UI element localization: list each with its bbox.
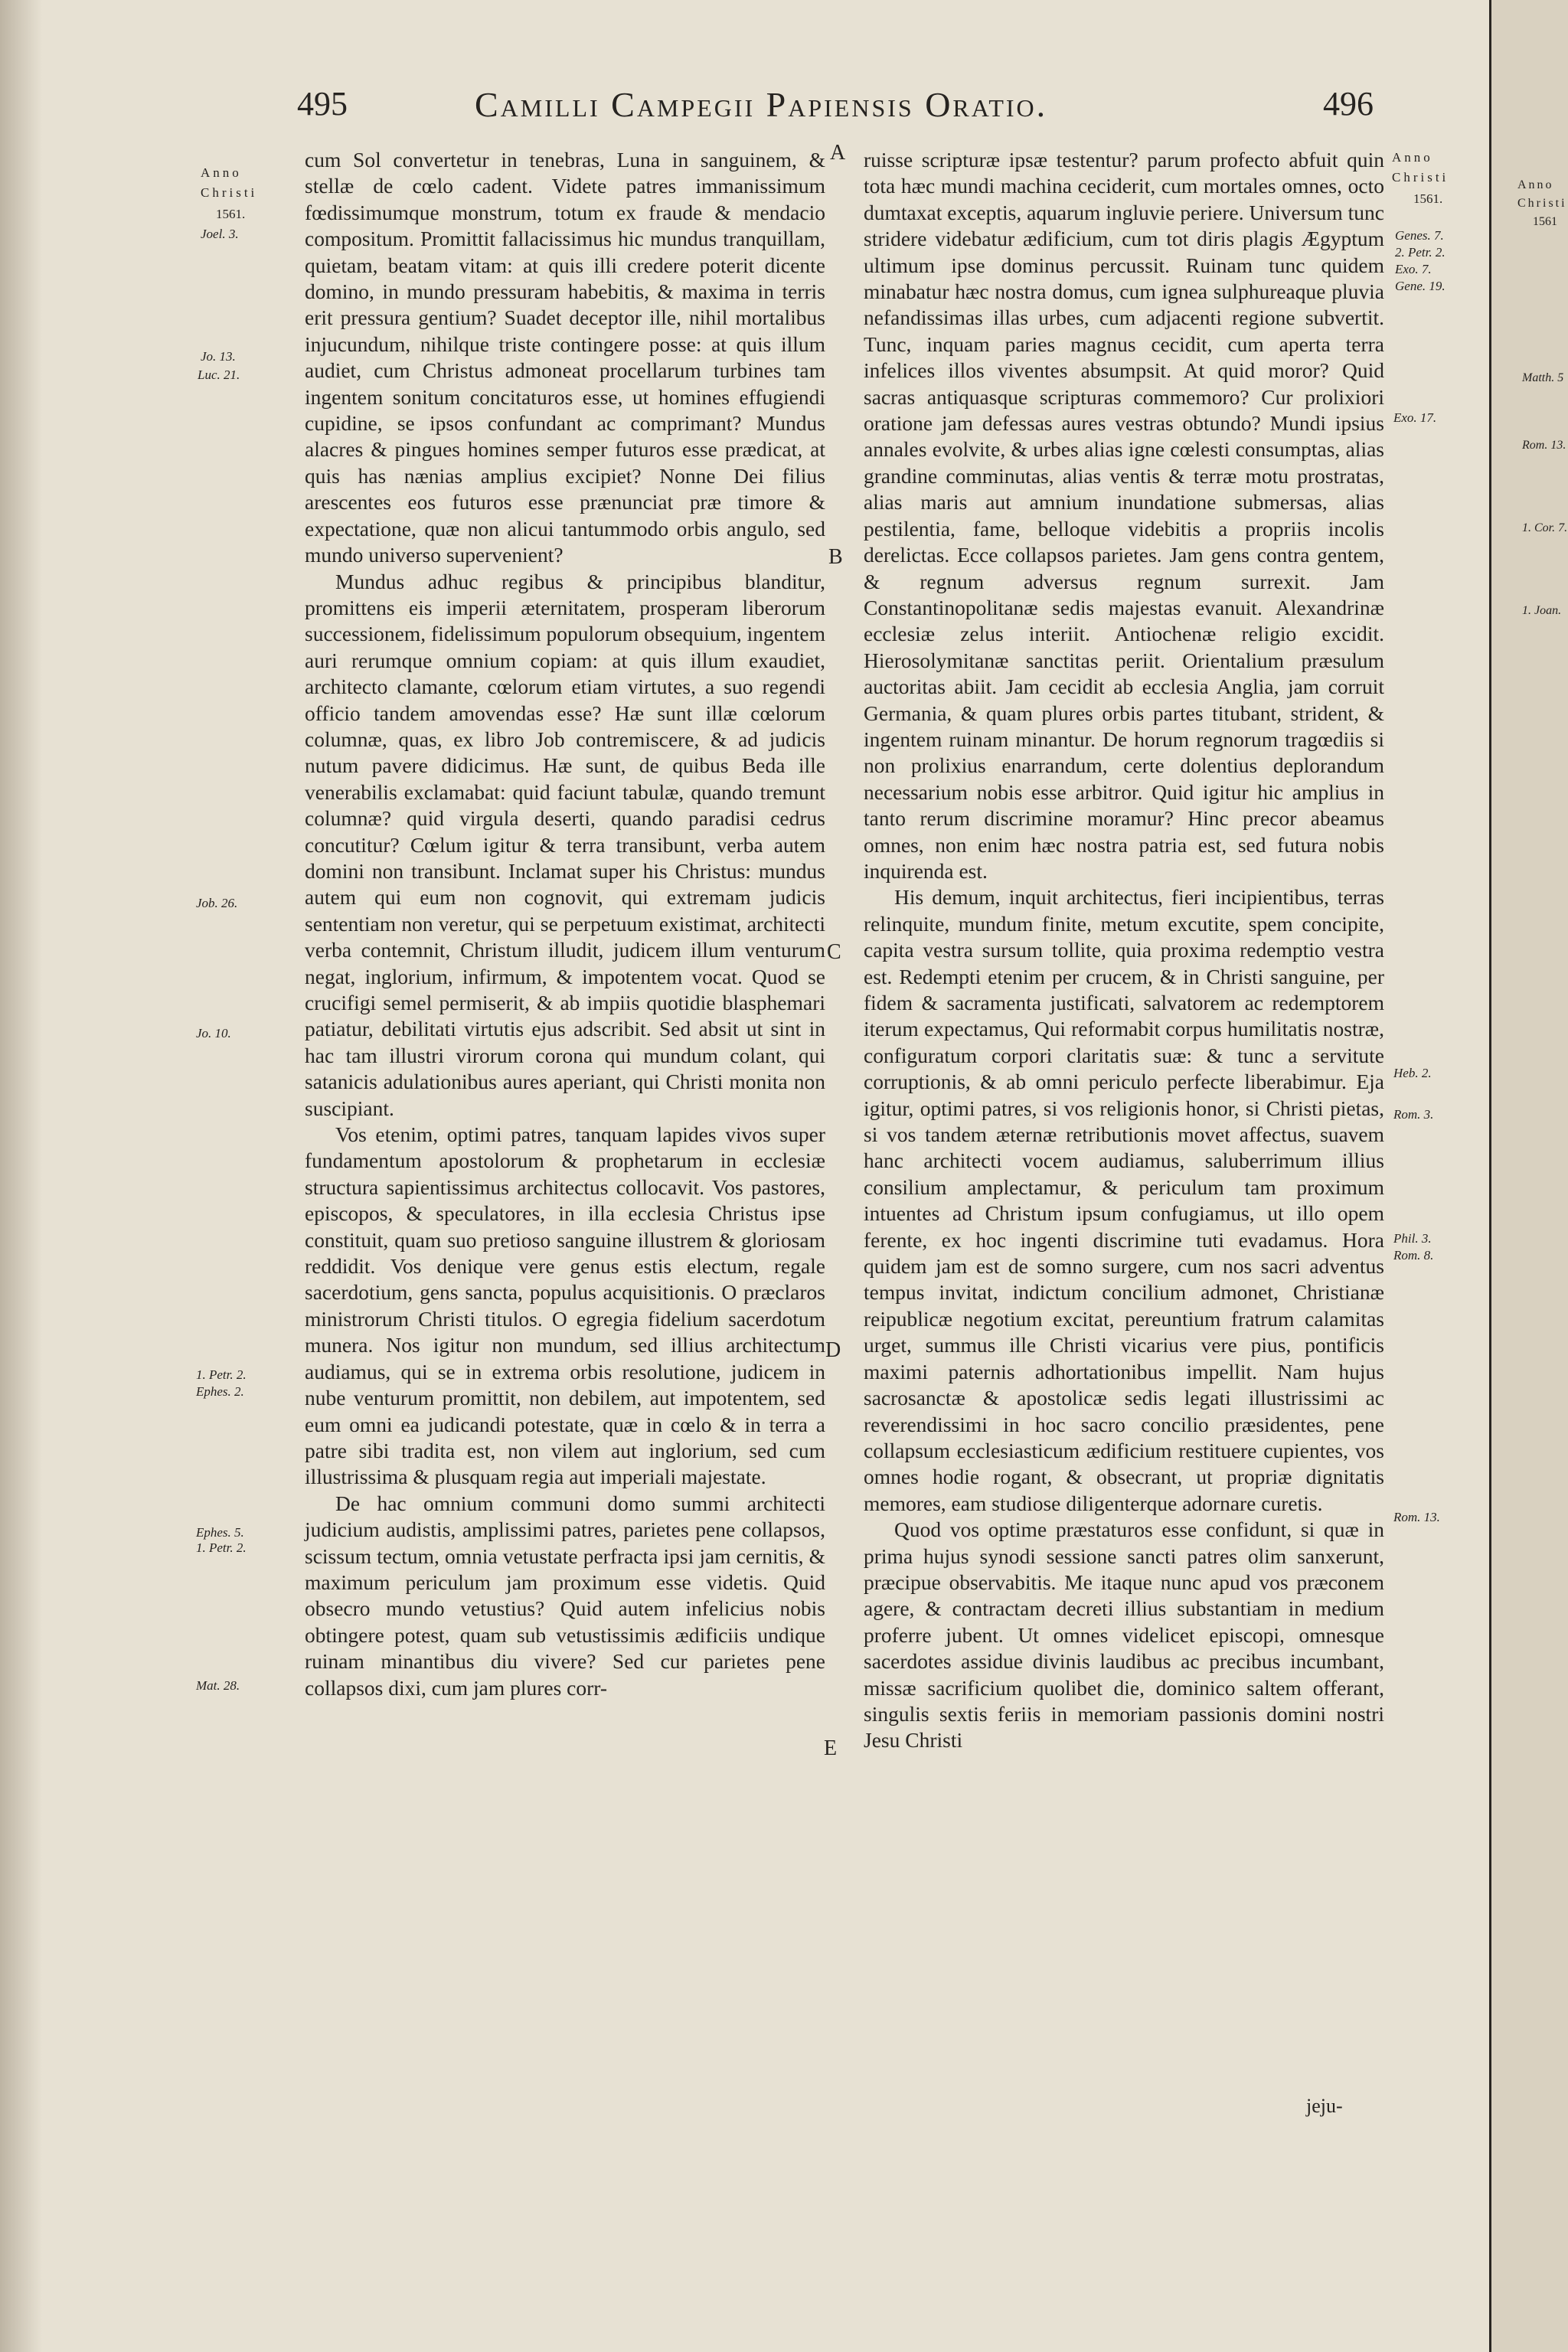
section-letter: D	[825, 1338, 841, 1362]
margin-note: Jo. 10.	[196, 1026, 231, 1040]
edge-note: 1. Joan.	[1522, 604, 1562, 617]
section-letter: A	[830, 141, 846, 165]
text-column-right	[864, 147, 1384, 1754]
margin-note: Ephes. 5.	[196, 1525, 244, 1540]
edge-year: 1561	[1533, 215, 1557, 228]
margin-note: Ephes. 2.	[196, 1384, 244, 1399]
edge-note: Rom. 13.	[1522, 439, 1566, 452]
text-column-left	[305, 147, 825, 1701]
paragraph: cum Sol convertetur in tenebras, Luna in sanguinem, & stellæ de cœlo cadent. Videte patres immanissimum fœdissimumque monstrum, totum ex fraude & mendacio compositum. Promittit fallacissimus hic mundus tranquillam, quietam, beatam vitam: at quis illi credere poterit dicente domino, in mundo pressuram habebitis, & maxima in terris erit pressura gentium? Suadet deceptor ille, nihil mortalibus injucundum, nihilque triste contingere posse: at quis illum audiet, cum Christus admoneat procellarum turbines tam ingentem sonitum concitaturos esse, ut homines effugiendi cupidine, se ipsos confundant ac comprimant? Mundus alacres & pingues homines semper futuros esse prædicat, at quis has nænias amplius excipiet? Nonne Dei filius arescentes eos futuros esse prænunciat præ timore & expectatione, quæ non alicui tantummodo orbis angulo, sed mundo universo supervenient?	[305, 148, 825, 567]
margin-note: Exo. 7.	[1395, 262, 1432, 276]
margin-anno-right: Anno	[1392, 150, 1433, 165]
margin-note: Joel. 3.	[201, 227, 239, 241]
margin-note: Rom. 3.	[1393, 1107, 1434, 1122]
margin-note: Job. 26.	[196, 896, 238, 910]
margin-note: Phil. 3.	[1393, 1231, 1432, 1246]
paragraph: De hac omnium communi domo summi architecti judicium audistis, amplissimi patres, parietes pene collapsos, scissum tectum, omnia vetustate perfracta ipsi jam cernitis, & maximum periculum jam proximum esse videtis. Quid obsecro mundo vetustius? Quid autem infelicius nobis obtingere potest, quam sub vetustissimis ædificiis undique ruinam minantibus diu vivere? Sed cur parietes pene collapsos dixi, cum jam plures corr-	[305, 1491, 825, 1700]
margin-note: Jo. 13.	[201, 349, 236, 364]
margin-year-right: 1561.	[1413, 191, 1443, 206]
catchword: jeju-	[1306, 2095, 1343, 2117]
margin-note: Exo. 17.	[1393, 410, 1437, 425]
margin-note: 2. Petr. 2.	[1395, 245, 1446, 260]
margin-note: Luc. 21.	[198, 368, 240, 382]
margin-anno-left: Anno	[201, 165, 242, 180]
next-page-edge	[1489, 0, 1568, 2352]
margin-christi-right: Christi	[1392, 170, 1449, 185]
paragraph: Mundus adhuc regibus & principibus blanditur, promittens eis imperii æternitatem, prosperam liberorum successionem, fidelissimum populorum obsequium, ingentem auri rerumque omnium copiam: at quis illum exaudiet, architecto clamante, cœlorum etiam virtutes, a suo regendi officio tandem amovendas esse? Hæ sunt illæ cœlorum columnæ, quas, ex libro Job contremiscere, & ad judicis nutum pavere didicimus. Hæ sunt, de quibus Beda ille venerabilis exclamabat: quid faciunt tabulæ, quando tremunt columnæ? quid virgula deserti, quando paradisi cedrus concutitur? Cœlum igitur & terra transibunt, verba autem domini non transibunt. Inclamat super his Christus: mundus autem qui eum non cognovit, qui extremam judicis sententiam non veretur, qui se perpetuum existimat, architecti verba contemnit, Christum illudit, judicem illum venturum negat, inglorium, infirmum, & impotentem vocat. Quod se crucifigi semel permiserit, & ab impiis quotidie blasphemari patiatur, debilitati virtutis ejus adscribit. Sed absit ut sint in hac tam illustri virorum corona qui mundum colant, qui satanicis adulationibus aures aperiant, qui Christi monita non suscipiant.	[305, 569, 825, 1120]
margin-christi-left: Christi	[201, 185, 258, 200]
margin-note: Mat. 28.	[196, 1678, 240, 1693]
margin-note: 1. Petr. 2.	[196, 1540, 247, 1555]
spine-shadow	[0, 0, 42, 2352]
margin-note: Rom. 8.	[1393, 1248, 1434, 1263]
section-letter: B	[828, 545, 843, 569]
paragraph: His demum, inquit architectus, fieri incipientibus, terras relinquite, mundum finite, metum excutite, spem concipite, capita vestra sursum tollite, quia proxima redemptio vestra est. Redempti etenim per crucem, & in Christi sanguine, per fidem & sacramenta justificati, salvatorem ac redemptorem iterum expectamus, Qui reformabit corpus humilitatis nostræ, configuratum corpori claritatis suæ: & tunc a servitute corruptionis, & ab omni periculo perfecte liberabimur. Eja igitur, optimi patres, si vos religionis honor, si Christi pietas, si vos tandem æternæ retributionis movet affectus, suavem hanc architecti vocem audiamus, saluberrimum illius consilium amplectamur, & periculum tam proximum intuentes ad Christum ipsum confugiamus, ut illo opem ferente, ex hoc ingenti discrimine tuti evadamus. Hora quidem jam est de somno surgere, cum nos sacri adventus tempus invitat, indictum concilium admonet, Christianæ reipublicæ negotium excitat, pereuntium fratrum calamitas urget, summus ille Christi vicarius vere pius, pontificis maximi paternis adhortationibus impellit. Nam hujus sacrosanctæ & apostolicæ sedis legati illustrissimi ac reverendissimi in hoc sacro concilio præsidentes, pene collapsum ecclesiasticum ædificium restituere cupientes, vos omnes hodie rogant, & obsecrant, ut propriæ dignitatis memores, eam studiose diligenterque adornare curetis.	[864, 885, 1384, 1515]
edge-anno: Anno	[1517, 178, 1554, 191]
edge-note: 1. Cor. 7.	[1522, 521, 1568, 534]
section-letter: C	[827, 940, 841, 964]
section-letter: E	[824, 1736, 838, 1760]
margin-note: Gene. 19.	[1395, 279, 1446, 293]
margin-note: 1. Petr. 2.	[196, 1367, 247, 1382]
margin-year-left: 1561.	[216, 207, 246, 221]
page-number-left: 495	[297, 85, 348, 122]
paragraph: Quod vos optime præstaturos esse confidunt, si quæ in prima hujus synodi sessione sancti patres olim sanxerunt, præcipue observabitis. Me itaque nunc apud vos præconem agere, & contractam decreti illius substantiam in medium proferre jubent. Ut omnes videlicet episcopi, omnesque sacerdotes assidue divinis laudibus ac precibus incumbant, missæ sacrificium quolibet die, dominico saltem offerant, singulis sextis feriis in memoriam passionis domini nostri Jesu Christi	[864, 1517, 1384, 1753]
page-number-right: 496	[1323, 85, 1374, 122]
paragraph: Vos etenim, optimi patres, tanquam lapides vivos super fundamentum apostolorum & prophetarum in ecclesiæ structura sapientissimus architectus collocavit. Vos pastores, episcopos, & speculatores, in illa ecclesia Christus ipse constituit, quam suo pretioso sanguine illustrem & gloriosam reddidit. Vos denique vere genus estis electum, regale sacerdotium, gens sancta, populus acquisitionis. O præclaros ministrorum Christi titulos. O egregia fidelium sacerdotum munera. Nos igitur non mundum, sed illius architectum audiamus, qui se in extrema orbis resolutione, judicem in nube venturum promittit, non debilem, aut impotentem, sed eum omni ea judicandi potestate, quæ in cœlo & in terra a patre sibi tradita est, non vilem aut inglorium, sed cum illustrissima & plusquam regia aut imperiali majestate.	[305, 1122, 825, 1489]
paragraph: ruisse scripturæ ipsæ testentur? parum profecto abfuit quin tota hæc mundi machina ceciderit, cum mortales omnes, octo dumtaxat exceptis, aquarum ingluvie periere. Universum tunc stridere videbatur ædificium, cum tot diris plagis Ægyptum ultimum ipse dominus percussit. Ruinam tunc quidem minabatur hæc nostra domus, cum ignea sulphureaque pluvia nefandissimas illas urbes, cum adjacenti regione subvertit. Tunc, inquam paries magnus cecidit, cum aperta terra infelices illos viventes absumpsit. At quid moror? Quid sacras antiquasque scripturas commemoro? Cur prolixiori oratione jam defessas aures vestras obtundo? Mundi ipsius annales evolvite, & urbes alias igne cœlesti consumptas, alias grandine comminutas, alias ventis & terræ motu prostratas, alias maris aut amnium inundatione submersas, alias pestilentia, fame, belloque videbitis a propriis incolis derelictas. Ecce collapsos parietes. Jam gens contra gentem, & regnum adversus regnum surrexit. Jam Constantinopolitanæ sedis majestas evanuit. Alexandrinæ ecclesiæ zelus interiit. Antiochenæ religio excidit. Hierosolymitanæ sanctitas periit. Orientalium præsulum auctoritas abiit. Jam cecidit ab ecclesia Anglia, jam corruit Germania, & quam plures orbis partes titubant, strident, & ingentem ruinam minantur. De horum regnorum tragœdiis si non prolixius enarrandum, certe dolentius deplorandum necessarium nobis esse arbitror. Quid igitur hic amplius in tanto rerum discrimine moramur? Hinc precor abeamus omnes, non enim hæc nostra patria est, sed futura nobis inquirenda est.	[864, 148, 1384, 883]
edge-note: Matth. 5	[1522, 371, 1564, 384]
margin-note: Genes. 7.	[1395, 228, 1444, 243]
margin-note: Heb. 2.	[1393, 1066, 1432, 1080]
edge-christi: Christi	[1517, 197, 1567, 210]
margin-note: Rom. 13.	[1393, 1510, 1440, 1524]
running-title: Camilli Campegii Papiensis Oratio.	[475, 85, 1048, 124]
